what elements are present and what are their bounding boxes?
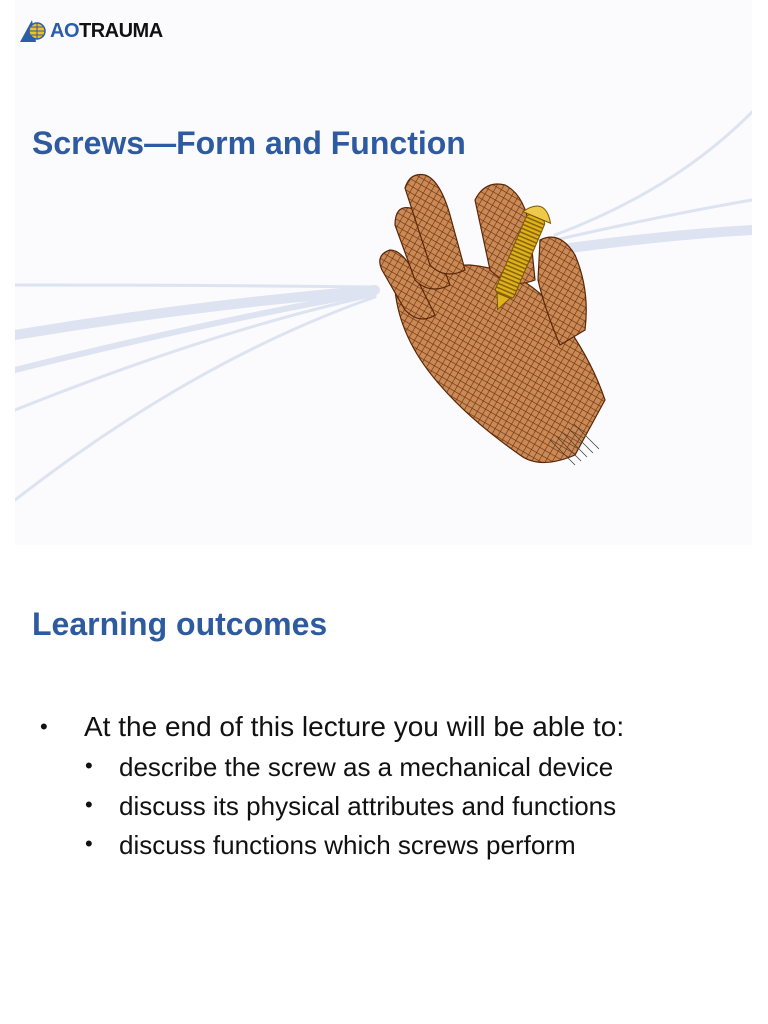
learning-outcomes-list <box>40 708 740 865</box>
bullet-dot: • <box>40 714 48 739</box>
bullet-intro <box>40 708 740 746</box>
sub-bullet-item <box>40 787 740 826</box>
sub-bullet-item <box>40 748 740 787</box>
bullet-dot: • <box>85 792 93 817</box>
sub-bullet-text: discuss its physical attributes and functions <box>119 791 617 821</box>
sub-bullet-text: discuss functions which screws perform <box>119 830 576 860</box>
bullet-intro-text: At the end of this lecture you will be able to: <box>84 711 625 742</box>
title-slide <box>15 0 752 545</box>
sub-bullet-list <box>40 748 740 865</box>
slide-title: Screws—Form and Function <box>32 125 466 161</box>
ao-globe-icon <box>20 18 48 44</box>
ao-trauma-logo <box>20 18 163 44</box>
sub-bullet-item <box>40 826 740 865</box>
bullet-dot: • <box>85 831 93 856</box>
sub-bullet-text: describe the screw as a mechanical device <box>119 752 614 782</box>
bullet-dot: • <box>85 753 93 778</box>
wireframe-hand-with-screw-image <box>360 170 610 470</box>
logo-wordmark: AOTRAUMA <box>50 20 163 42</box>
learning-outcomes-title: Learning outcomes <box>32 606 328 642</box>
